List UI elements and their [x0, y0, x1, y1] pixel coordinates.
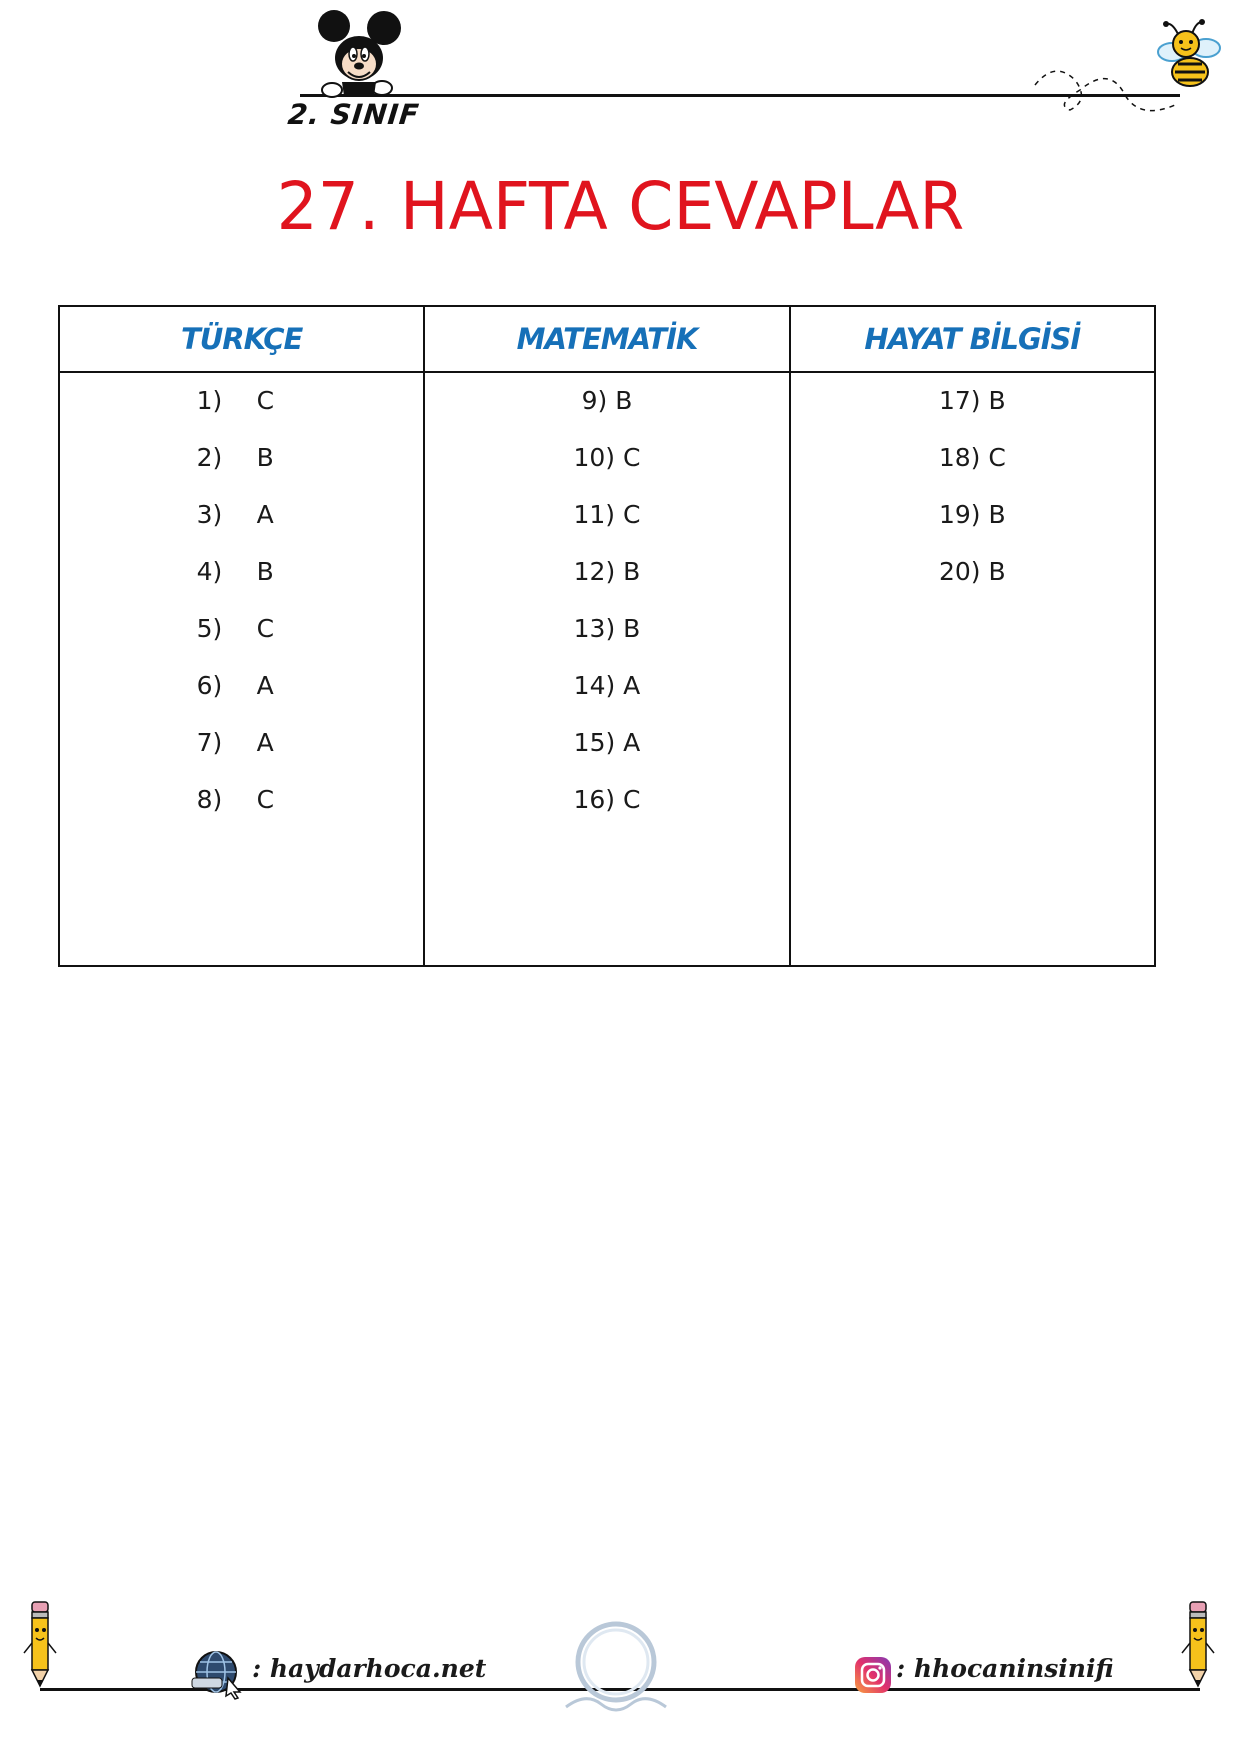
hayat-bilgisi-answers-cell [790, 372, 1155, 966]
pencil-character-icon [22, 1598, 58, 1690]
globe-web-icon [188, 1648, 248, 1700]
question-number: 7) [196, 728, 223, 757]
list-item: 14) A [573, 671, 641, 700]
list-item [60, 443, 423, 500]
answer-letter: C [256, 614, 275, 643]
list-item: 16) C [573, 785, 641, 814]
question-number: 1) [196, 386, 223, 415]
answer-table [58, 305, 1156, 967]
list-item [60, 728, 423, 785]
question-number: 6) [196, 671, 223, 700]
list-item [60, 557, 423, 614]
list-item: 10) C [573, 443, 641, 472]
answer-letter: A [256, 500, 274, 529]
list-item [60, 386, 423, 443]
list-item [60, 785, 423, 842]
question-number: 2) [196, 443, 223, 472]
page-title: 27. HAFTA CEVAPLAR [276, 168, 965, 245]
mouse-mascot-icon [312, 6, 412, 104]
list-item: 15) A [573, 728, 641, 757]
question-number: 8) [196, 785, 223, 814]
turkce-answer-list [60, 373, 423, 842]
hayat-bilgisi-answer-list [791, 373, 1154, 614]
answer-letter: B [256, 443, 274, 472]
list-item: 12) B [573, 557, 641, 586]
website-link[interactable]: : haydarhoca.net [252, 1654, 487, 1683]
instagram-handle[interactable]: : hhocaninsinifi [896, 1654, 1114, 1683]
emblem-icon [556, 1612, 676, 1722]
answer-letter: A [256, 671, 274, 700]
pencil-character-icon [1180, 1598, 1216, 1690]
table-header-row [59, 306, 1155, 372]
list-item: 9) B [581, 386, 633, 415]
question-number: 4) [196, 557, 223, 586]
list-item: 18) C [938, 443, 1006, 472]
answer-letter: C [256, 785, 275, 814]
list-item: 19) B [938, 500, 1006, 529]
list-item [60, 671, 423, 728]
instagram-icon [852, 1654, 894, 1696]
matematik-answers-cell [424, 372, 789, 966]
list-item: 11) C [573, 500, 641, 529]
header-hayat-bilgisi: HAYAT BİLGİSİ [790, 306, 1155, 372]
list-item [60, 614, 423, 671]
matematik-answer-list [425, 373, 788, 842]
answer-letter: A [256, 728, 274, 757]
list-item: 17) B [938, 386, 1006, 415]
grade-label: 2. SINIF [286, 98, 422, 131]
header-turkce: TÜRKÇE [59, 306, 424, 372]
turkce-answers-cell [59, 372, 424, 966]
table-body-row [59, 372, 1155, 966]
list-item: 13) B [573, 614, 641, 643]
answer-letter: B [256, 557, 274, 586]
list-item: 20) B [938, 557, 1006, 586]
header-matematik: MATEMATİK [424, 306, 789, 372]
bee-icon [1150, 14, 1230, 94]
question-number: 5) [196, 614, 223, 643]
answer-letter: C [256, 386, 275, 415]
list-item [60, 500, 423, 557]
question-number: 3) [196, 500, 223, 529]
